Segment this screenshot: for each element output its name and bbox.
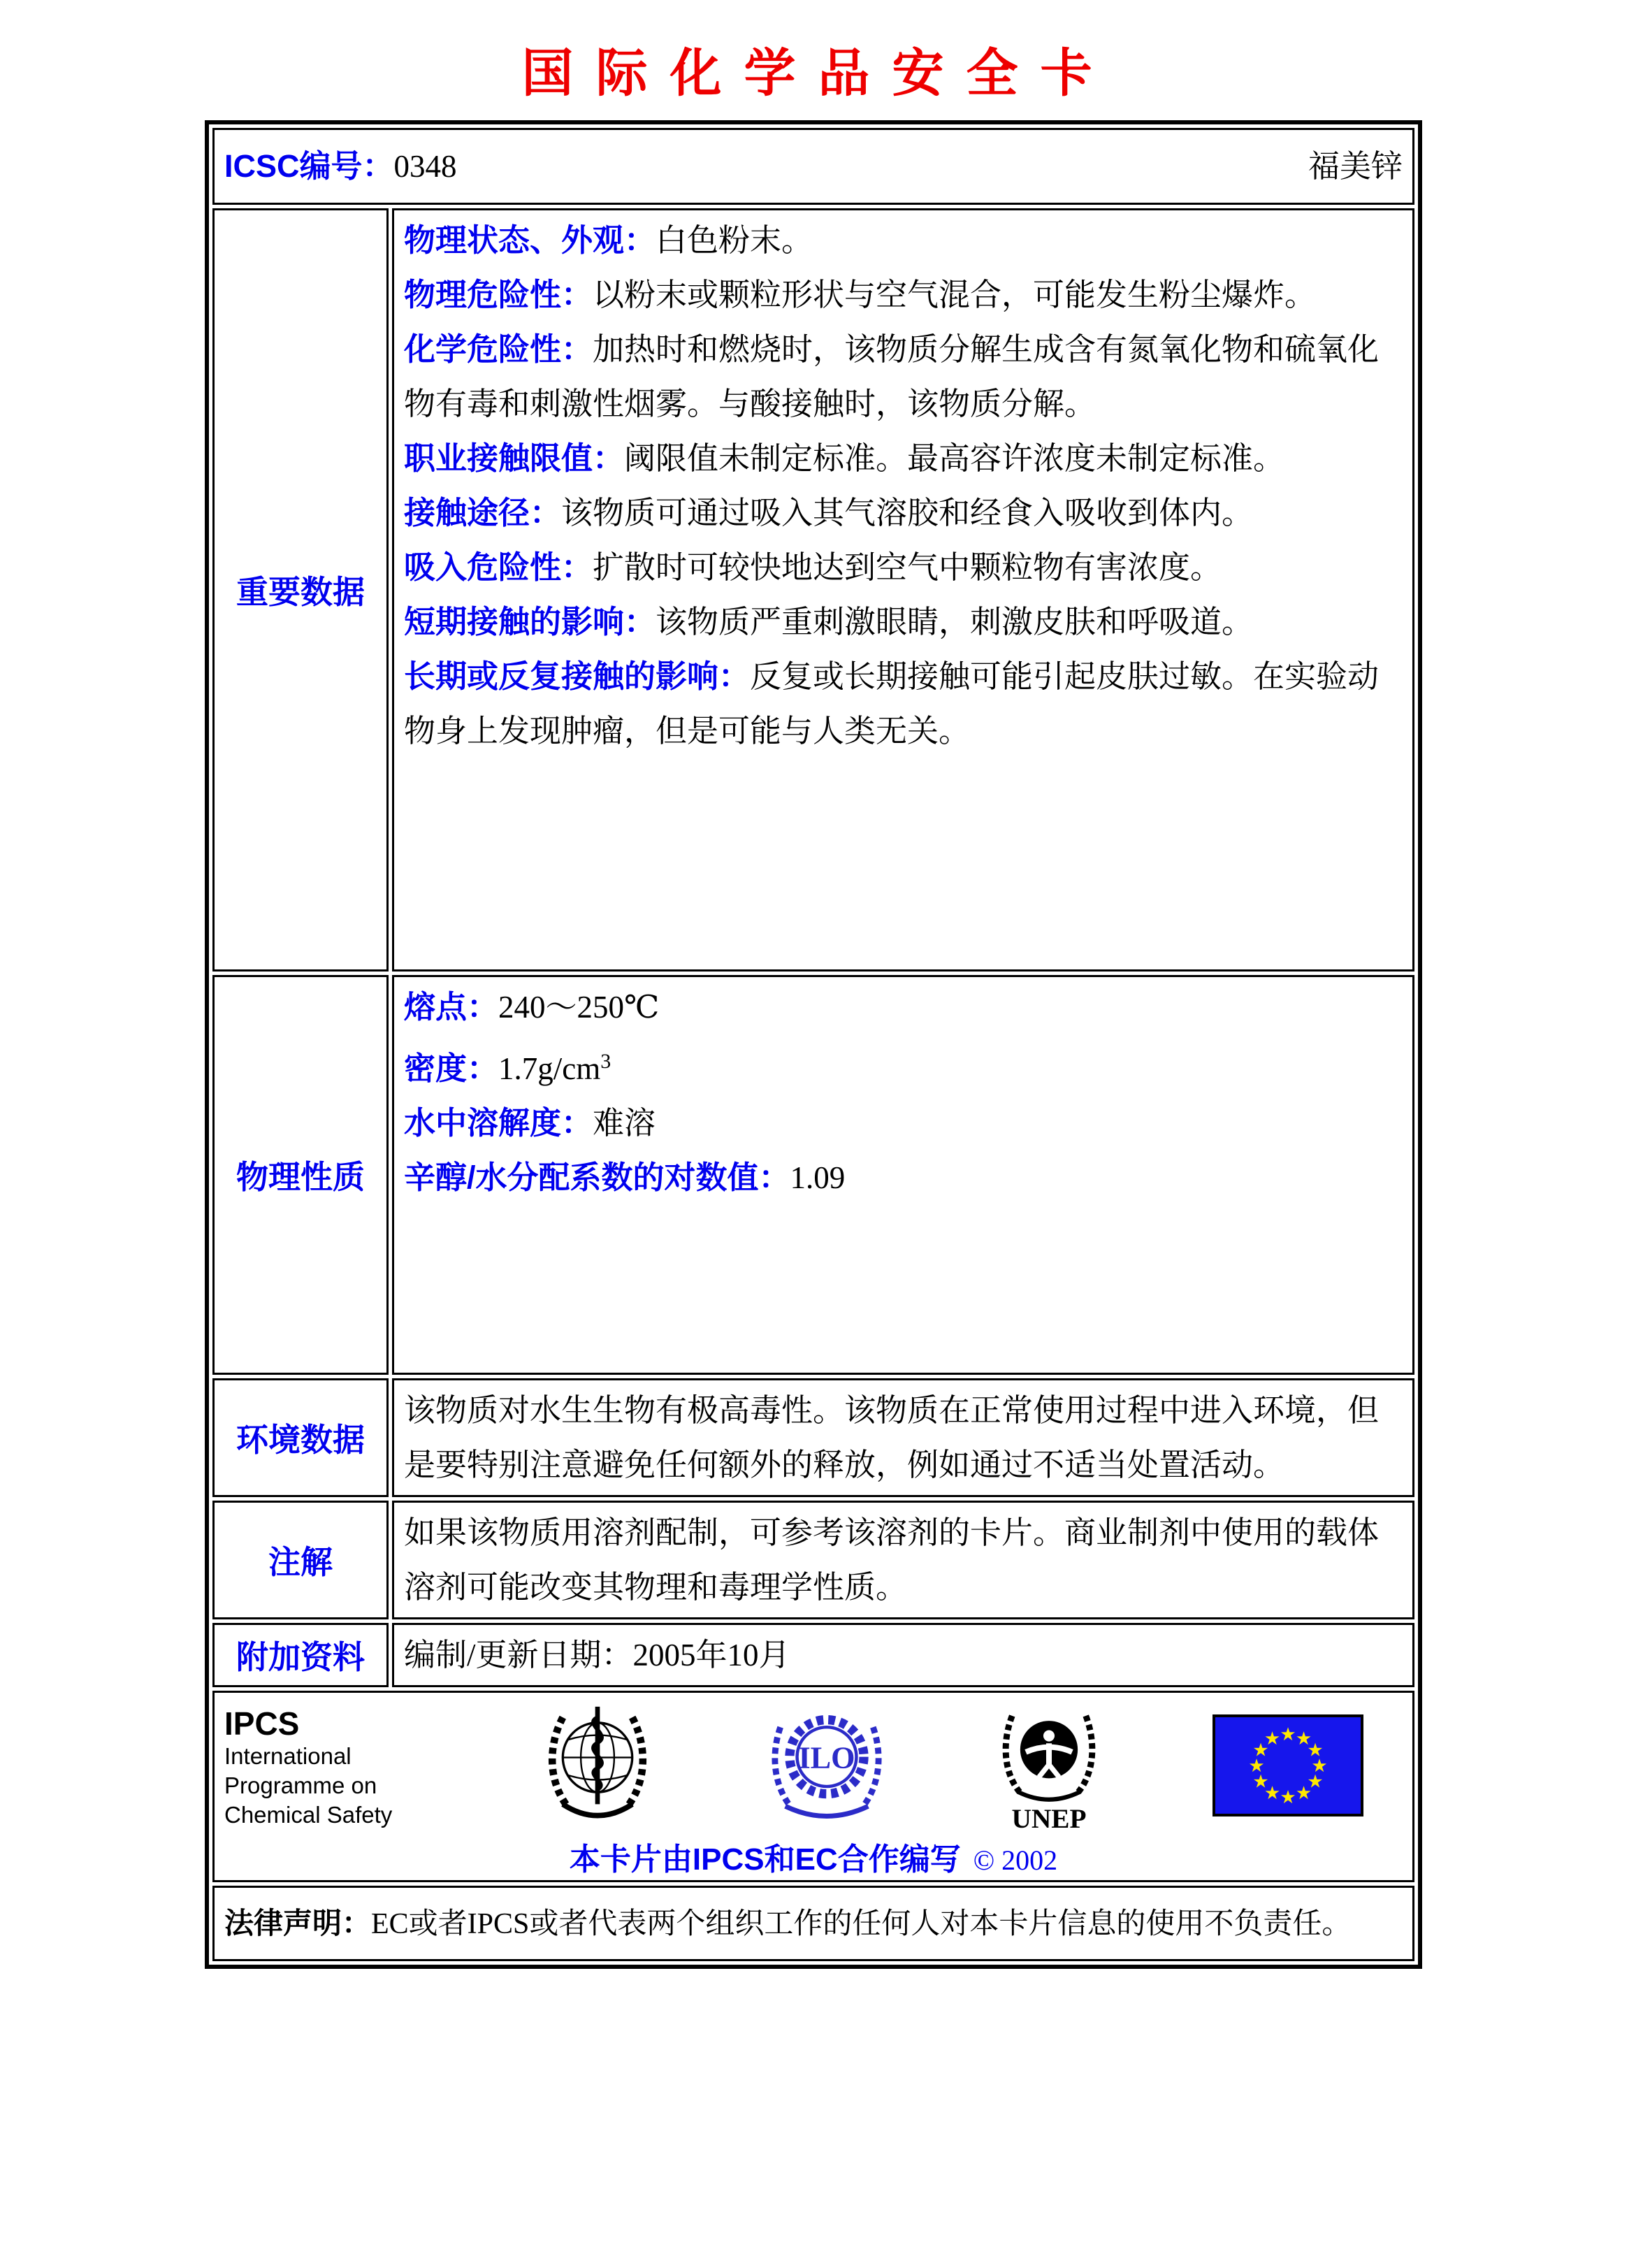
section-notes (392, 1501, 1414, 1619)
ipcs-text-block (224, 1705, 427, 1830)
field-short-term-effects-label: 短期接触的影响： (404, 604, 656, 640)
notes-text: 如果该物质用溶剂配制，可参考该溶剂的卡片。商业制剂中使用的载体溶剂可能改变其物理和毒理学性质。 (404, 1515, 1380, 1605)
ipcs-subtitle-line-3: Chemical Safety (224, 1801, 393, 1828)
field-physical-state-value: 白色粉末。 (656, 223, 813, 258)
field-inhalation-risk-value: 扩散时可较快地达到空气中颗粒物有害浓度。 (593, 550, 1222, 585)
field-logp-label: 辛醇/水分配系数的对数值： (404, 1160, 790, 1195)
field-exposure-routes-value: 该物质可通过吸入其气溶胶和经食入吸收到体内。 (561, 496, 1254, 530)
field-exposure-routes (404, 486, 1403, 540)
icsc-number-label: ICSC编号： (224, 148, 394, 184)
ipcs-acronym: IPCS (224, 1705, 300, 1742)
section-important-data (392, 208, 1414, 972)
field-chemical-hazard (404, 322, 1403, 431)
safety-card-table (205, 120, 1422, 1969)
field-occupational-exposure-limits-value: 阈限值未制定标准。最高容许浓度未制定标准。 (624, 441, 1285, 476)
section-label-environmental-data: 环境数据 (212, 1378, 389, 1497)
field-long-term-effects-label: 长期或反复接触的影响： (404, 658, 751, 694)
section-physical-properties (392, 975, 1414, 1375)
section-label-additional-info: 附加资料 (212, 1623, 389, 1687)
field-physical-state (404, 213, 1403, 268)
section-label-important-data: 重要数据 (212, 208, 389, 972)
field-melting-point (404, 980, 1403, 1034)
field-physical-hazard (404, 268, 1403, 322)
ilo-logo-icon (768, 1697, 885, 1837)
field-water-solubility-value: 难溶 (593, 1106, 656, 1141)
svg-text:★: ★ (1295, 1783, 1312, 1803)
section-additional-info (392, 1623, 1414, 1687)
svg-text:★: ★ (1264, 1728, 1281, 1749)
icsc-number-value: 0348 (393, 149, 457, 184)
field-long-term-effects-value: 反复或长期接触可能引起皮肤过敏。在实验动物身上发现肿瘤，但是可能与人类无关。 (404, 659, 1380, 749)
field-density-label: 密度： (404, 1050, 499, 1086)
field-inhalation-risk-label: 吸入危险性： (404, 549, 593, 585)
ilo-logo-text: ILO (798, 1740, 855, 1775)
svg-text:★: ★ (1307, 1740, 1324, 1761)
field-density (404, 1034, 1403, 1096)
unep-logo-icon (996, 1696, 1102, 1839)
legal-disclaimer-text: EC或者IPCS或者代表两个组织工作的任何人对本卡片信息的使用不负责任。 (371, 1907, 1352, 1940)
credit-text: 本卡片由IPCS和EC合作编写 (569, 1842, 961, 1877)
who-logo-icon (537, 1698, 658, 1836)
chemical-name: 福美锌 (1308, 149, 1403, 184)
organizations-row (212, 1691, 1414, 1882)
field-physical-state-label: 物理状态、外观： (404, 222, 656, 258)
field-logp (404, 1150, 1403, 1205)
field-density-exponent: 3 (600, 1050, 611, 1073)
field-water-solubility-label: 水中溶解度： (404, 1105, 593, 1141)
svg-text:★: ★ (1311, 1756, 1328, 1776)
credit-line (222, 1840, 1405, 1880)
ipcs-subtitle-line-1: International (224, 1742, 352, 1769)
field-inhalation-risk (404, 540, 1403, 595)
svg-text:★: ★ (1264, 1783, 1281, 1803)
svg-text:★: ★ (1280, 1724, 1296, 1745)
update-date-text: 编制/更新日期：2005年10月 (404, 1638, 790, 1673)
copyright-text: © 2002 (973, 1844, 1058, 1876)
card-header-row (212, 128, 1414, 205)
svg-text:★: ★ (1252, 1740, 1269, 1761)
field-short-term-effects (404, 595, 1403, 649)
svg-text:★: ★ (1280, 1787, 1296, 1807)
page-title: 国际化学品安全卡 (521, 44, 1115, 102)
section-label-physical-properties: 物理性质 (212, 975, 389, 1375)
svg-text:★: ★ (1252, 1771, 1269, 1792)
legal-disclaimer-row (212, 1886, 1414, 1961)
svg-text:★: ★ (1307, 1771, 1324, 1792)
field-logp-value: 1.09 (790, 1160, 846, 1195)
field-long-term-effects (404, 649, 1403, 758)
field-melting-point-label: 熔点： (404, 989, 499, 1025)
field-physical-hazard-label: 物理危险性： (404, 277, 593, 312)
field-exposure-routes-label: 接触途径： (404, 495, 562, 530)
field-occupational-exposure-limits-label: 职业接触限值： (404, 440, 625, 476)
field-water-solubility (404, 1096, 1403, 1150)
field-chemical-hazard-label: 化学危险性： (404, 331, 593, 367)
legal-disclaimer-label: 法律声明： (224, 1906, 372, 1940)
environmental-data-text: 该物质对水生生物有极高毒性。该物质在正常使用过程中进入环境，但是要特别注意避免任何额外的释放，例如通过不适当处置活动。 (404, 1393, 1380, 1482)
field-melting-point-value: 240～250℃ (498, 990, 660, 1025)
svg-text:★: ★ (1295, 1728, 1312, 1749)
section-label-notes: 注解 (212, 1501, 389, 1619)
ipcs-subtitle-line-2: Programme on (224, 1772, 377, 1798)
field-occupational-exposure-limits (404, 431, 1403, 486)
section-environmental-data (392, 1378, 1414, 1497)
field-density-value: 1.7g/cm (498, 1051, 601, 1086)
icsc-number-group (224, 139, 457, 194)
field-short-term-effects-value: 该物质严重刺激眼睛，刺激皮肤和呼吸道。 (656, 605, 1254, 640)
eu-flag-icon (1212, 1714, 1363, 1820)
field-chemical-hazard-value: 加热时和燃烧时，该物质分解生成含有氮氧化物和硫氧化物有毒和刺激性烟雾。与酸接触时，该物质分解。 (404, 332, 1380, 421)
svg-text:★: ★ (1248, 1756, 1265, 1776)
unep-logo-text: UNEP (1011, 1803, 1087, 1834)
field-physical-hazard-value: 以粉末或颗粒形状与空气混合，可能发生粉尘爆炸。 (593, 277, 1317, 312)
